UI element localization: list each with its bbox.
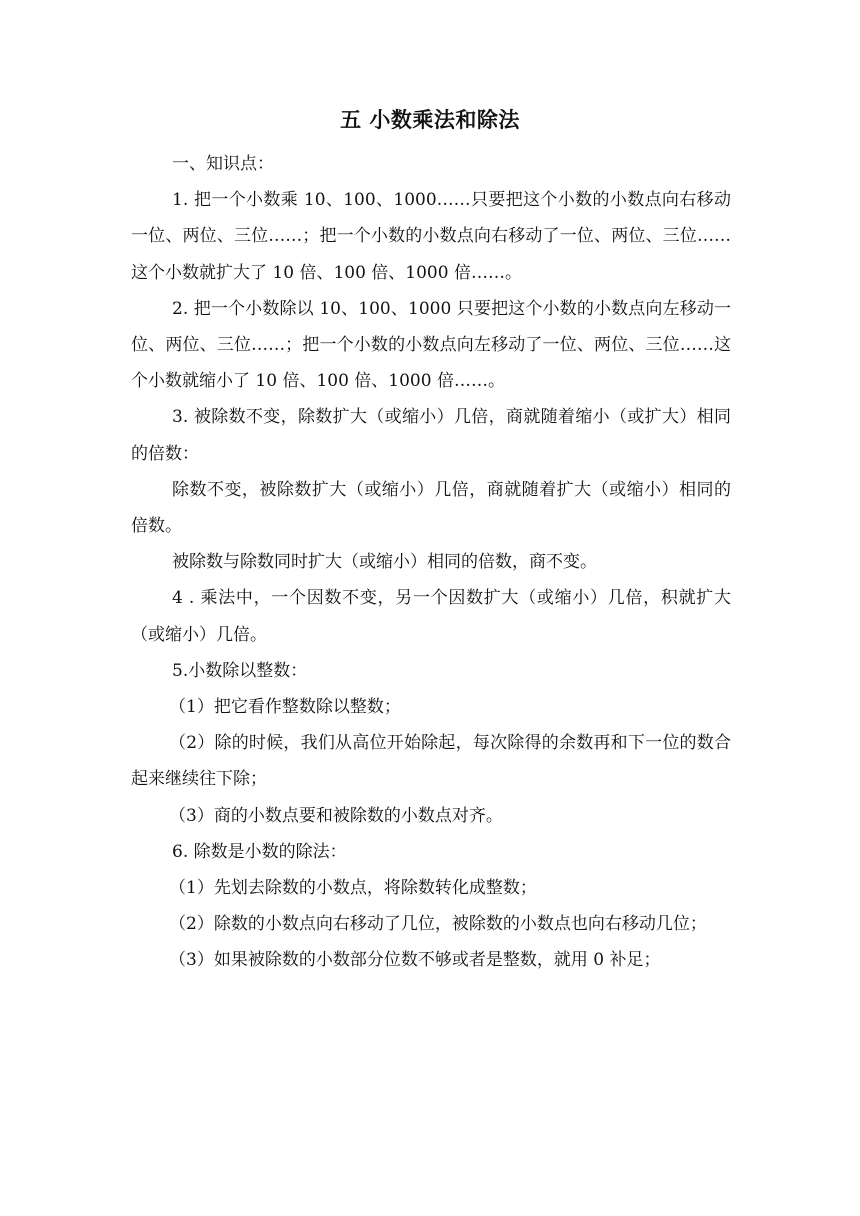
- paragraph-point-5-step-1: （1）把它看作整数除以整数；: [169, 697, 401, 718]
- paragraph-point-3: 3. 被除数不变，除数扩大（或缩小）几倍，商就随着缩小（或扩大）相同的倍数：: [131, 407, 731, 464]
- paragraph-point-6: 6. 除数是小数的除法：: [172, 841, 347, 862]
- paragraph-point-5: 5.小数除以整数：: [172, 660, 308, 681]
- paragraph-point-4: 4 . 乘法中，一个因数不变，另一个因数扩大（或缩小）几倍，积就扩大（或缩小）几倍。: [131, 588, 731, 645]
- paragraph-point-3-rule-b: 除数不变，被除数扩大（或缩小）几倍，商就随着扩大（或缩小）相同的倍数。: [131, 479, 731, 537]
- document-body: [131, 146, 731, 979]
- document-title: 五 小数乘法和除法: [340, 108, 520, 132]
- paragraph-point-3-rule-c: 被除数与除数同时扩大（或缩小）相同的倍数，商不变。: [172, 552, 597, 573]
- section-heading-knowledge-points: 一、知识点：: [172, 154, 274, 174]
- paragraph-point-5-step-3: （3）商的小数点要和被除数的小数点对齐。: [169, 805, 503, 826]
- paragraph-point-1: 1. 把一个小数乘 10、100、1000……只要把这个小数的小数点向右移动一位、两位、三位……；把一个小数的小数点向右移动了一位、两位、三位……这个小数就扩大了 10 倍、100 倍、1000 倍……。: [131, 190, 731, 283]
- paragraph-point-6-step-2: （2）除数的小数点向右移动了几位，被除数的小数点也向右移动几位；: [169, 914, 707, 935]
- paragraph-point-5-step-2: （2）除的时候，我们从高位开始除起，每次除得的余数再和下一位的数合起来继续往下除；: [131, 733, 731, 790]
- paragraph-point-2: 2. 把一个小数除以 10、100、1000 只要把这个小数的小数点向左移动一位、两位、三位……；把一个小数的小数点向左移动了一位、两位、三位……这个小数就缩小了 10 倍、100 倍、1000 倍……。: [131, 298, 731, 392]
- paragraph-point-6-step-1: （1）先划去除数的小数点，将除数转化成整数；: [169, 878, 537, 899]
- paragraph-point-6-step-3: （3）如果被除数的小数部分位数不够或者是整数，就用 0 补足；: [169, 950, 661, 971]
